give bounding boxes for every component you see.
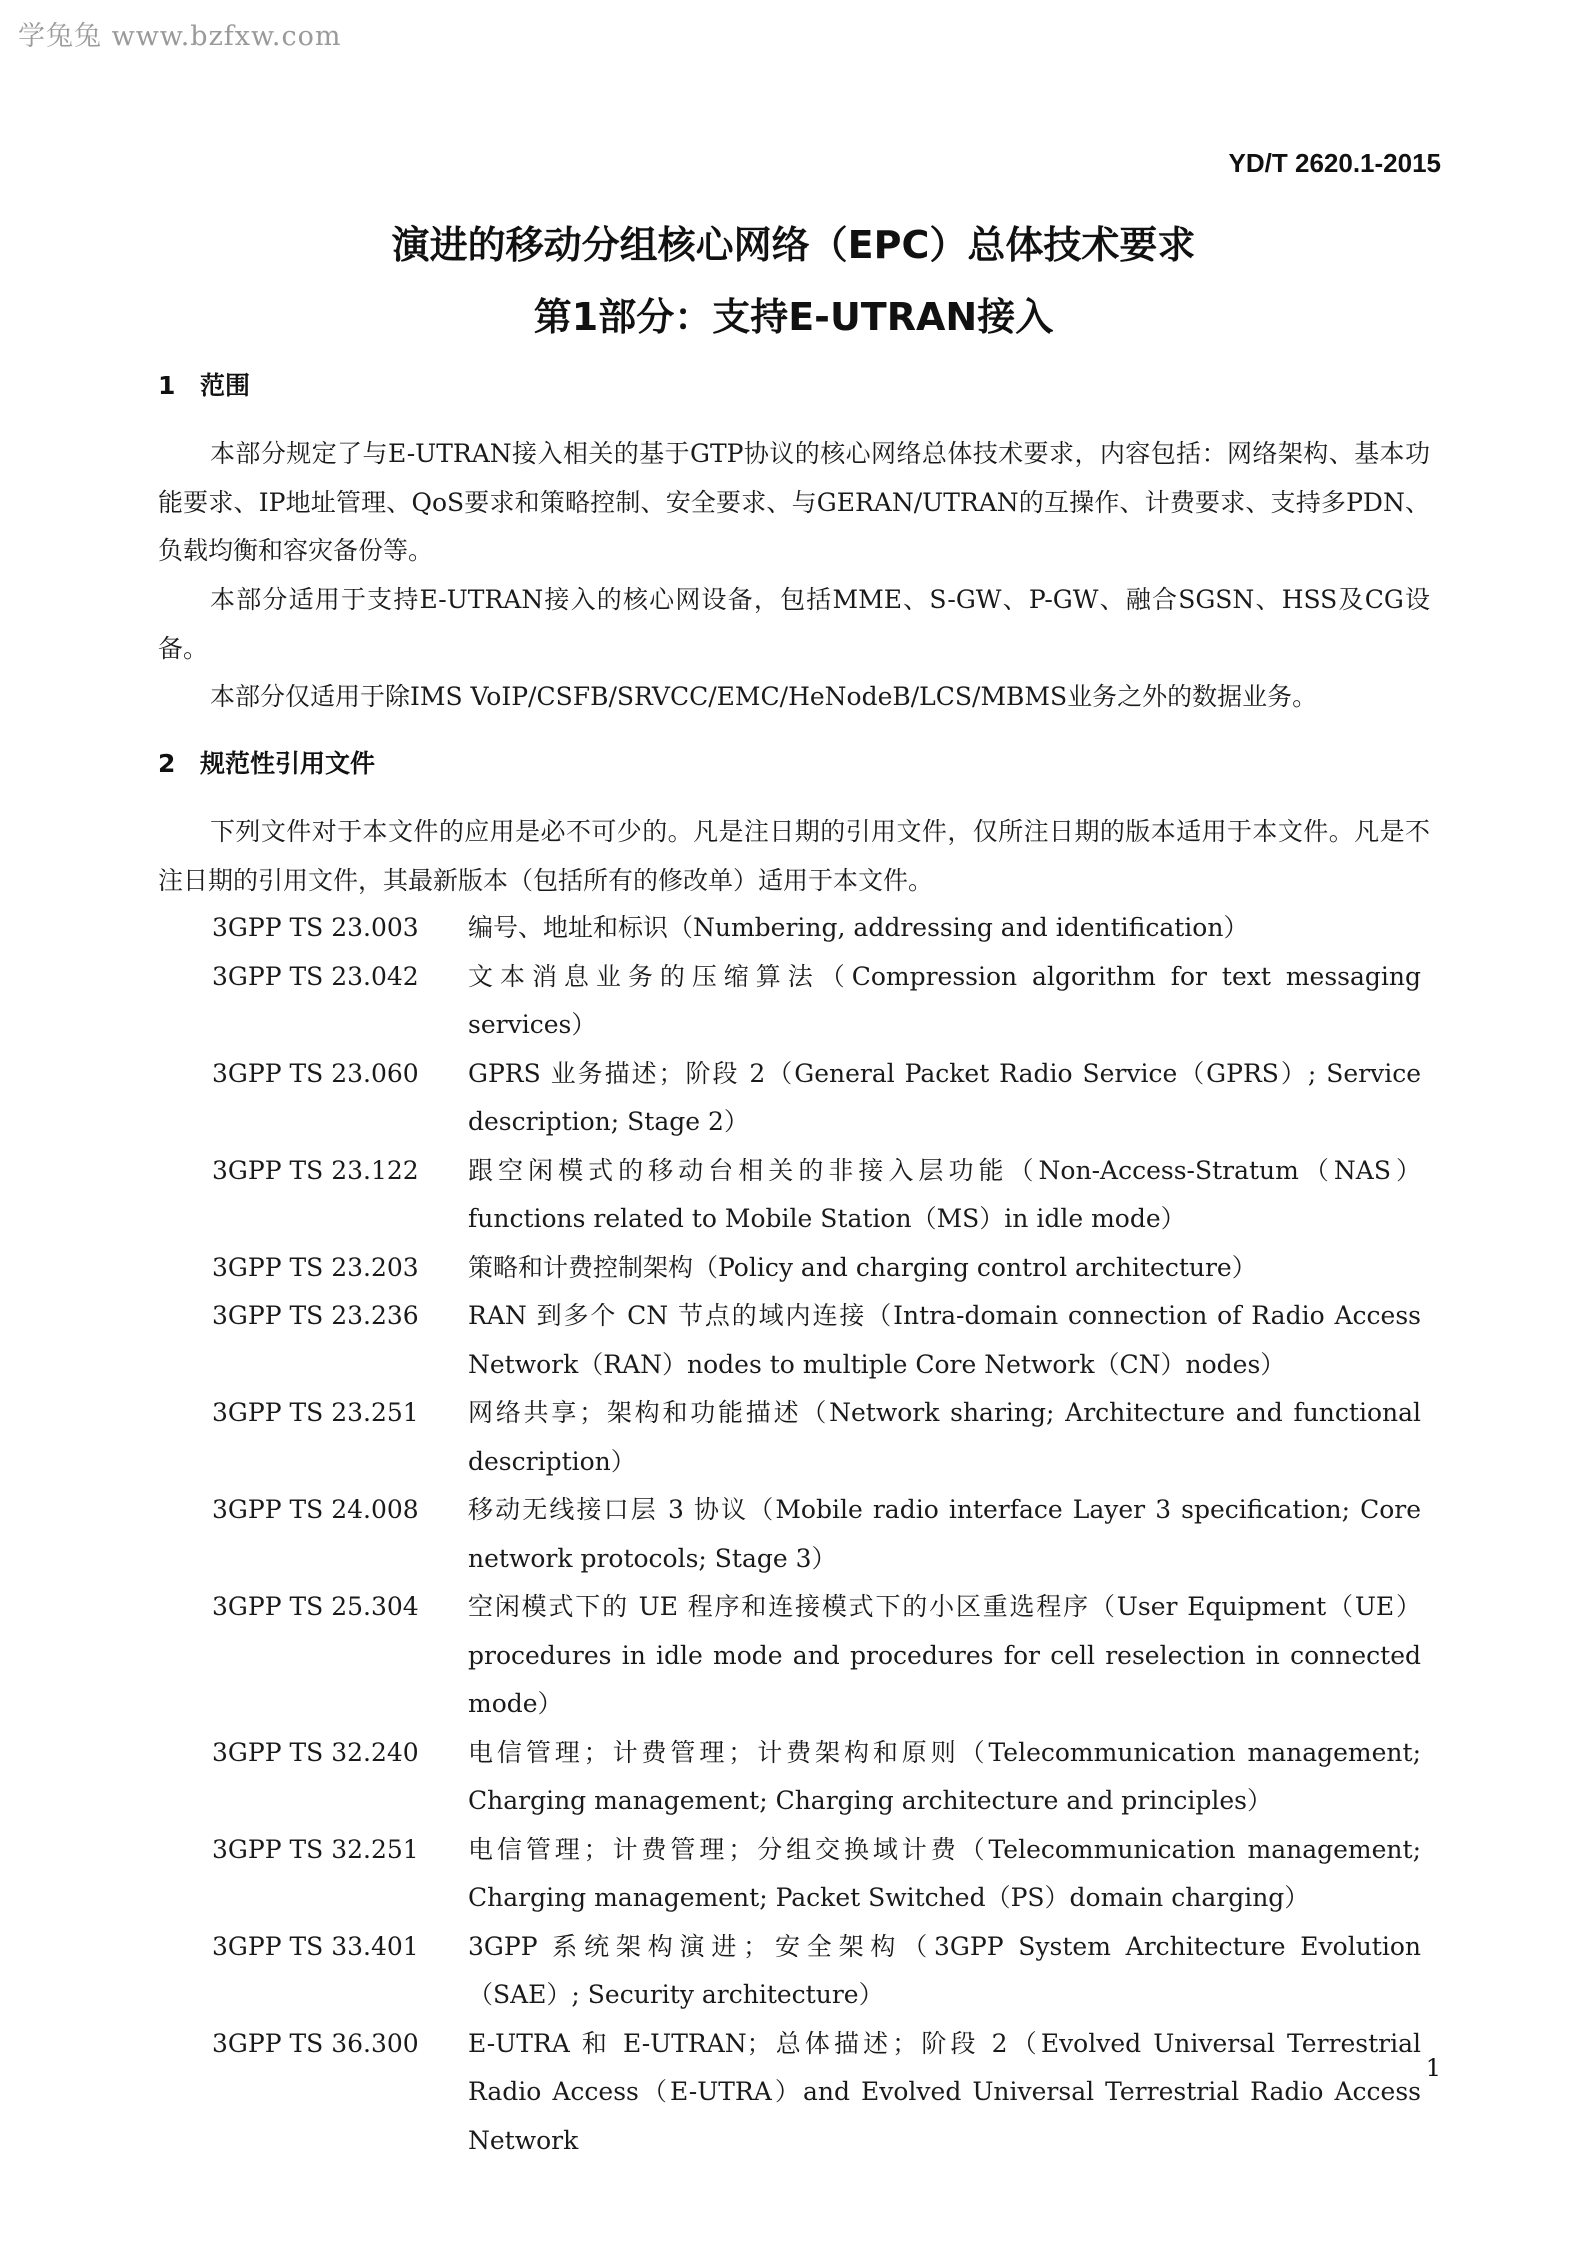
- reference-description: 策略和计费控制架构（Policy and charging control architecture）: [468, 1252, 1257, 1282]
- reference-code: 3GPP TS 25.304: [212, 1592, 419, 1621]
- document-subtitle: 第1部分：支持E-UTRAN接入: [533, 295, 1054, 339]
- reference-code: 3GPP TS 24.008: [212, 1495, 419, 1524]
- section-title: 规范性引用文件: [200, 749, 376, 778]
- scope-paragraph: 本部分规定了与E-UTRAN接入相关的基于GTP协议的核心网络总体技术要求，内容包括：网络架构、基本功能要求、IP地址管理、QoS要求和策略控制、安全要求、与GERAN/UTRAN的互操作、计费要求、支持多PDN、负载均衡和容灾备份等。: [158, 439, 1430, 565]
- reference-item: [0, 904, 1587, 953]
- standard-code: YD/T 2620.1-2015: [1228, 148, 1441, 178]
- reference-item: [0, 1486, 1587, 1583]
- section-number: 1: [158, 371, 176, 400]
- reference-item: [0, 953, 1587, 1050]
- scope-paragraph: 本部分适用于支持E-UTRAN接入的核心网设备，包括MME、S-GW、P-GW、融合SGSN、HSS及CG设备。: [158, 585, 1430, 663]
- reference-item: [0, 1826, 1587, 1923]
- section-heading-references: [158, 744, 375, 780]
- references-intro: 下列文件对于本文件的应用是必不可少的。凡是注日期的引用文件，仅所注日期的版本适用于本文件。凡是不注日期的引用文件，其最新版本（包括所有的修改单）适用于本文件。: [158, 817, 1430, 895]
- reference-description: E-UTRA 和 E-UTRAN；总体描述；阶段 2（Evolved Universal Terrestrial Radio Access（E-UTRA）and Evolved Universal Terrestrial Radio Access Network: [468, 2028, 1421, 2155]
- section-title: 范围: [200, 371, 251, 400]
- reference-code: 3GPP TS 23.203: [212, 1252, 419, 1282]
- reference-code: 3GPP TS 23.060: [212, 1058, 419, 1088]
- scope-paragraph: 本部分仅适用于除IMS VoIP/CSFB/SRVCC/EMC/HeNodeB/LCS/MBMS业务之外的数据业务。: [210, 682, 1318, 711]
- reference-code: 3GPP TS 23.003: [212, 913, 419, 942]
- reference-description: 跟空闲模式的移动台相关的非接入层功能（Non-Access-Stratum（NAS）functions related to Mobile Station（MS）in idle mode）: [468, 1155, 1421, 1233]
- reference-description: RAN 到多个 CN 节点的域内连接（Intra-domain connection of Radio Access Network（RAN）nodes to multiple Core Network（CN）nodes）: [468, 1301, 1421, 1379]
- reference-item: [0, 1923, 1587, 2020]
- section-number: 2: [158, 749, 176, 778]
- reference-code: 3GPP TS 36.300: [212, 2028, 419, 2058]
- reference-description: 3GPP 系统架构演进；安全架构（3GPP System Architecture Evolution（SAE）; Security architecture）: [468, 1931, 1421, 2009]
- reference-item: [0, 1147, 1587, 1244]
- reference-code: 3GPP TS 33.401: [212, 1931, 419, 1961]
- reference-code: 3GPP TS 32.240: [212, 1737, 419, 1767]
- reference-item: [0, 1050, 1587, 1147]
- reference-code: 3GPP TS 23.236: [212, 1301, 419, 1330]
- document-title: 演进的移动分组核心网络（EPC）总体技术要求: [391, 223, 1196, 267]
- reference-item: [0, 2020, 1587, 2166]
- reference-description: 电信管理；计费管理；分组交换域计费（Telecommunication management; Charging management; Packet Switched（PS）domain charging）: [468, 1834, 1421, 1912]
- reference-code: 3GPP TS 23.042: [212, 961, 419, 991]
- reference-description: GPRS 业务描述；阶段 2（General Packet Radio Service（GPRS）; Service description; Stage 2）: [468, 1058, 1421, 1136]
- reference-description: 编号、地址和标识（Numbering, addressing and identification）: [468, 913, 1249, 942]
- reference-item: [0, 1244, 1587, 1293]
- reference-item: [0, 1389, 1587, 1486]
- reference-description: 移动无线接口层 3 协议（Mobile radio interface Layer 3 specification; Core network protocols; Stage 3）: [468, 1495, 1421, 1573]
- page-number: 1: [1425, 2054, 1441, 2082]
- reference-item: [0, 1729, 1587, 1826]
- section-heading-scope: [158, 366, 250, 402]
- reference-description: 电信管理；计费管理；计费架构和原则（Telecommunication management; Charging management; Charging architecture and principles）: [468, 1737, 1421, 1815]
- reference-description: 空闲模式下的 UE 程序和连接模式下的小区重选程序（User Equipment（UE）procedures in idle mode and procedures for cell reselection in connected mode）: [468, 1592, 1421, 1718]
- reference-item: [0, 1583, 1587, 1729]
- watermark-text: 学兔兔 www.bzfxw.com: [18, 21, 342, 52]
- reference-code: 3GPP TS 23.122: [212, 1155, 419, 1185]
- reference-description: 文本消息业务的压缩算法（Compression algorithm for text messaging services）: [468, 961, 1421, 1039]
- reference-item: [0, 1292, 1587, 1389]
- reference-code: 3GPP TS 32.251: [212, 1834, 419, 1864]
- reference-code: 3GPP TS 23.251: [212, 1398, 419, 1427]
- reference-description: 网络共享；架构和功能描述（Network sharing; Architecture and functional description）: [468, 1398, 1421, 1476]
- reference-list: [0, 904, 1587, 2165]
